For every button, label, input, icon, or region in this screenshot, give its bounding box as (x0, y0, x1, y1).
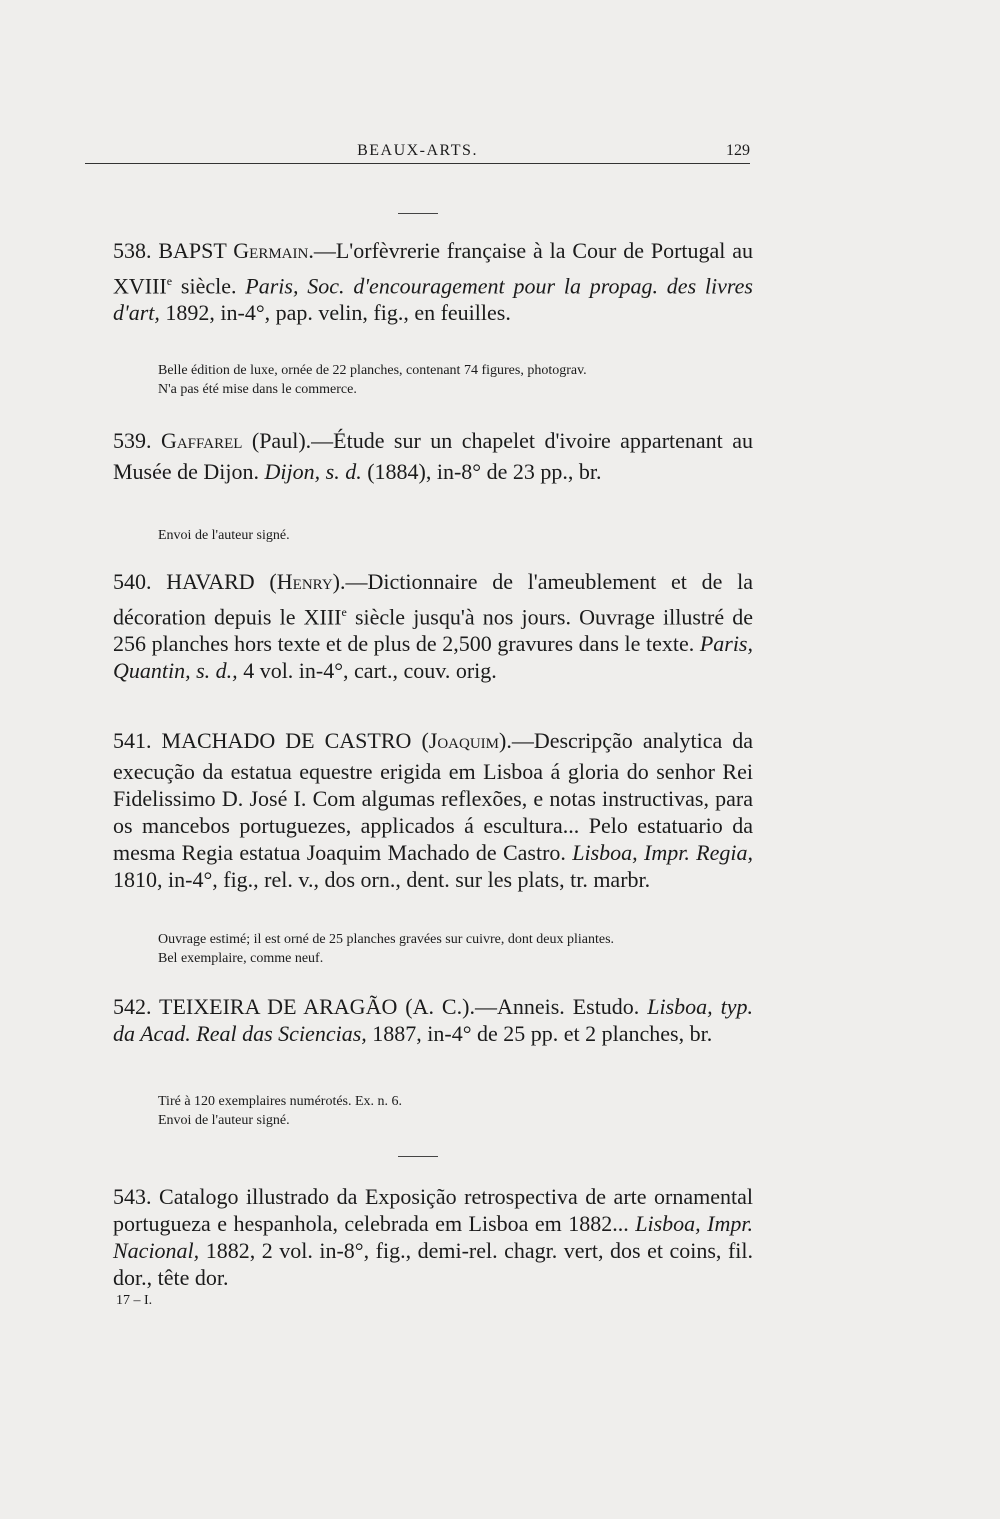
note-line: N'a pas été mise dans le commerce. (158, 382, 357, 397)
entry-imprint: Lisboa, Impr. Nacional, (113, 1211, 753, 1263)
note-539 (158, 526, 758, 545)
entry-number: 540. (113, 569, 152, 594)
note-line: Ouvrage estimé; il est orné de 25 planches gravées sur cuivre, dont deux pliantes. (158, 932, 615, 947)
entry-number: 539. (113, 428, 152, 453)
entry-541 (113, 727, 753, 893)
note-541 (158, 930, 758, 968)
entry-author-smallcaps: ERMAIN (249, 246, 309, 262)
entry-number: 542. (113, 994, 152, 1019)
note-line: Bel exemplaire, comme neuf. (158, 951, 324, 966)
separator-bottom (398, 1156, 438, 1157)
entry-text: 4 vol. in-4°, cart., couv. orig. (237, 658, 497, 684)
entry-543 (113, 1183, 753, 1291)
entry-text: .—Anneis. Estudo. (469, 994, 648, 1019)
note-line: Envoi de l'auteur signé. (158, 1113, 290, 1128)
note-542 (158, 1092, 758, 1130)
entry-author-smallcaps: ENRY (292, 577, 333, 593)
entry-imprint: Lisboa, typ. da Acad. Real das Sciencias, (113, 994, 753, 1046)
entry-number: 538. (113, 238, 152, 263)
entry-text: 1887, in-4° de 25 pp. et 2 planches, br. (366, 1021, 713, 1046)
entry-author: BAPST G (158, 238, 250, 263)
entry-540 (113, 568, 753, 684)
header-rule (85, 163, 750, 164)
entry-author: G (160, 428, 177, 453)
note-line: Tiré à 120 exemplaires numérotés. Ex. n. 6. (158, 1094, 403, 1109)
entry-author-smallcaps: AFFAREL (176, 436, 243, 452)
signature-mark: 17 – I. (116, 1293, 153, 1308)
entry-539 (113, 427, 753, 485)
note-line: Belle édition de luxe, ornée de 22 planches, contenant 74 figures, photograv. (158, 363, 587, 378)
entry-542 (113, 993, 753, 1047)
entry-text: 1892, in-4°, pap. velin, fig., en feuilles. (159, 300, 511, 326)
entry-text: .—L'orfèvrerie française à la Cour de Portugal au XVIII (113, 238, 753, 299)
entry-author: TEIXEIRA DE ARAGÃO (A. C.) (159, 994, 470, 1019)
entry-number: 541. (113, 728, 152, 753)
entry-imprint: Lisboa, Impr. Regia, (572, 840, 754, 865)
entry-author: MACHADO DE CASTRO (J (161, 728, 438, 753)
entry-number: 543. (113, 1184, 152, 1209)
superscript: e (341, 605, 347, 619)
running-header (85, 140, 750, 166)
separator-top (398, 213, 438, 214)
entry-imprint: Dijon, s. d. (264, 459, 362, 484)
note-line: Envoi de l'auteur signé. (158, 528, 290, 543)
section-title: BEAUX-ARTS. (357, 142, 478, 159)
entry-author-smallcaps: OAQUIM (437, 736, 500, 752)
entry-text: siècle jusqu'à nos jours. Ouvrage illustré de 256 planches hors texte et de plus de 2,500 gravures dans le texte. (113, 604, 754, 657)
entry-text: ).—Descripção analytica da execução da estatua equestre erigida em Lisboa á gloria do senhor Rei Fidelissimo D. José I. Com algumas reflexões, e notas instructivas, para os mancebos portuguezes, applicados á escultura... Pelo estatuario da mesma Regia estatua Joaquim Machado de Castro. (113, 728, 754, 865)
entry-text: 1882, 2 vol. in-8°, fig., demi-rel. chagr. vert, dos et coins, fil. dor., tête dor. (113, 1238, 753, 1290)
note-538 (158, 361, 758, 399)
entry-538 (113, 237, 753, 326)
entry-text: 1810, in-4°, fig., rel. v., dos orn., dent. sur les plats, tr. marbr. (113, 867, 651, 892)
entry-text: (1884), in-8° de 23 pp., br. (361, 459, 602, 484)
entry-author: HAVARD (H (166, 569, 293, 594)
page-number: 129 (726, 142, 750, 159)
entry-text: ).—Dictionnaire de l'ameublement et de la décoration depuis le XIII (113, 569, 754, 630)
entry-text: (Paul).—Étude sur un chapelet d'ivoire appartenant au Musée de Dijon. (113, 428, 753, 484)
entry-text: Catalogo illustrado da Exposição retrospectiva de arte ornamental portugueza e hespanhola, celebrada em Lisboa em 1882... (113, 1184, 754, 1236)
entry-text: siècle. (172, 273, 246, 299)
entry-imprint: Paris, Soc. d'encouragement pour la propag. des livres d'art, (113, 273, 753, 326)
superscript: e (166, 274, 173, 288)
entry-imprint: Paris, Quantin, s. d., (113, 631, 753, 684)
